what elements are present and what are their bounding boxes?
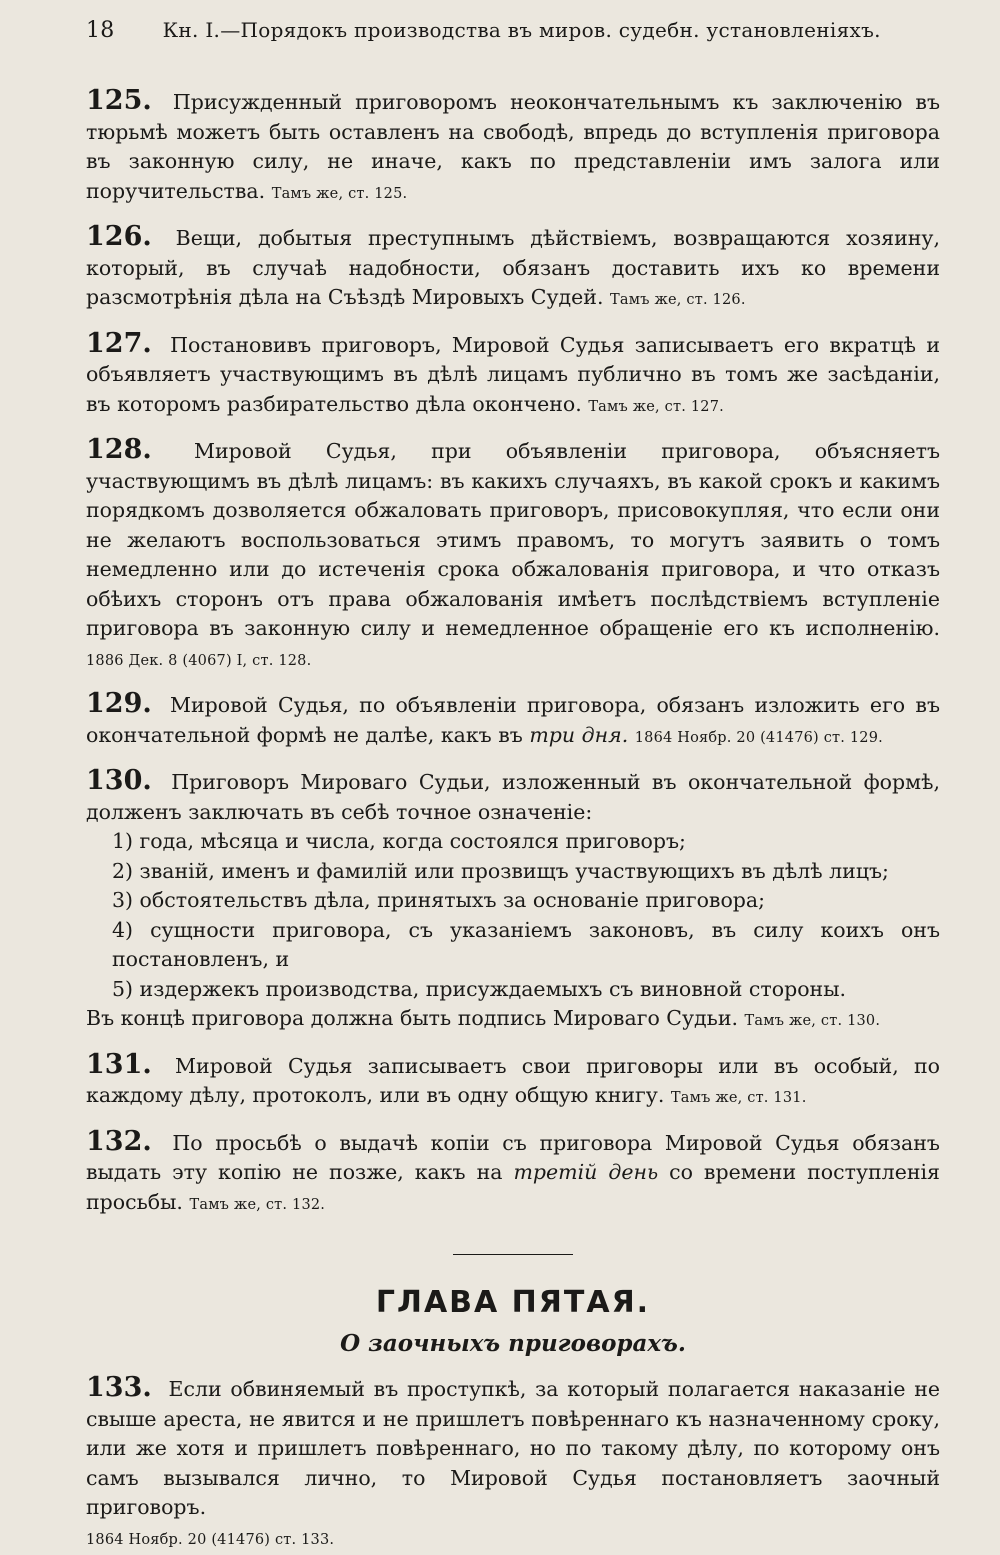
section-divider (453, 1254, 573, 1255)
list-item: 2) званій, именъ и фамилій или прозвищъ участвующихъ въ дѣлѣ лицъ; (112, 858, 889, 883)
article-text-end: со времени поступленія просьбы. (86, 1160, 940, 1214)
list-item: 3) обстоятельствъ дѣла, принятыхъ за основаніе приговора; (112, 888, 766, 912)
article-text: Приговоръ Мироваго Судьи, изложенный въ окончательной формѣ, долженъ заключать въ себѣ точное означеніе: (86, 770, 940, 824)
article-source: Тамъ же, ст. 130. (744, 1013, 881, 1029)
article-number: 130. (86, 765, 152, 796)
article-text: Вещи, добытыя преступнымъ дѣйствіемъ, возвращаются хозяину, который, въ случаѣ надобности, обязанъ доставить ихъ ко времени разсмотрѣнія дѣла на Съѣздѣ Мировыхъ Судей. (86, 226, 940, 309)
article-number: 132. (86, 1125, 152, 1157)
article-text: По просьбѣ о выдачѣ копіи съ приговора Мировой Судья обязанъ выдать эту копію не позже, какъ на (86, 1130, 940, 1184)
article-126 (86, 222, 940, 316)
article-131 (86, 1050, 940, 1114)
article-130 (86, 766, 940, 1037)
enumeration-list (86, 827, 940, 1004)
article-source: Тамъ же, ст. 131. (670, 1090, 807, 1106)
article-text-italic: три дня. (529, 722, 629, 747)
article-text: Если обвиняемый въ проступкѣ, за который полагается наказаніе не свыше ареста, не явится и не пришлетъ повѣреннаго къ назначенному сроку, или же хотя и пришлетъ повѣреннаго, но по такому дѣлу, по которому онъ самъ вызывался лично, то Мировой Судья постановляетъ заочный приговоръ. (86, 1377, 940, 1519)
article-129 (86, 689, 940, 753)
article-closing-text: Въ концѣ приговора должна быть подпись Мироваго Судьи. (86, 1006, 739, 1030)
list-item: 4) сущности приговора, съ указаніемъ законовъ, въ силу коихъ онъ постановленъ, и (112, 917, 940, 971)
article-number: 125. (86, 85, 152, 116)
article-number: 127. (86, 327, 152, 359)
running-head (86, 18, 940, 58)
page-number: 18 (86, 18, 115, 43)
article-text: Мировой Судья, при объявленіи приговора, объясняетъ участвующимъ въ дѣлѣ лицамъ: въ какихъ случаяхъ, въ какой срокъ и какимъ порядкомъ дозволяется обжаловать приговоръ, присовокупляя, что если они не желаютъ воспользоваться этимъ правомъ, то могутъ заявить о томъ немедленно или до истеченія срока обжалованія приговора, и что отказъ обѣихъ сторонъ отъ права обжалованія имѣетъ послѣдствіемъ вступленіе приговора въ законную силу и немедленное обращеніе его къ исполненію. (86, 439, 940, 640)
article-text: Постановивъ приговоръ, Мировой Судья записываетъ его вкратцѣ и объявляетъ участвующимъ въ дѣлѣ лицамъ публично въ томъ же засѣданіи, въ которомъ разбирательство дѣла окончено. (86, 332, 940, 416)
article-source: 1886 Дек. 8 (4067) I, ст. 128. (86, 652, 312, 669)
chapter-title: ГЛАВА ПЯТАЯ. (375, 1285, 651, 1320)
article-source: 1864 Ноябр. 20 (41476) ст. 133. (86, 1531, 335, 1548)
article-number: 129. (86, 688, 152, 719)
article-128 (86, 435, 940, 676)
article-number: 133. (86, 1372, 152, 1403)
article-text: Присужденный приговоромъ неокончательнымъ къ заключенію въ тюрьмѣ можетъ быть оставленъ на свободѣ, впредь до вступленія приговора въ законную силу, не иначе, какъ по представленіи имъ залога или поручительства. (86, 90, 940, 203)
article-number: 128. (86, 434, 152, 465)
article-source: 1864 Ноябр. 20 (41476) ст. 129. (634, 729, 883, 746)
list-item: 1) года, мѣсяца и числа, когда состоялся приговоръ; (112, 829, 686, 853)
list-item: 5) издержекъ производства, присуждаемыхъ съ виновной стороны. (112, 976, 847, 1001)
article-source: Тамъ же, ст. 126. (610, 292, 746, 308)
article-source: Тамъ же, ст. 132. (189, 1196, 326, 1213)
articles (86, 86, 940, 1220)
article-133 (86, 1373, 940, 1555)
running-head-title: Кн. I.—Порядокъ производства въ миров. судебн. установленіяхъ. (162, 18, 881, 42)
article-closing (86, 1004, 940, 1037)
article-127 (86, 329, 940, 423)
article-number: 131. (86, 1048, 152, 1080)
chapter-subtitle: О заочныхъ приговорахъ. (340, 1330, 686, 1357)
article-number: 126. (86, 221, 152, 252)
article-132 (86, 1127, 940, 1221)
article-text: Мировой Судья записываетъ свои приговоры или въ особый, по каждому дѣлу, протоколъ, или въ одну общую книгу. (86, 1053, 940, 1107)
article-source: Тамъ же, ст. 125. (271, 185, 408, 202)
article-source: Тамъ же, ст. 127. (588, 398, 724, 415)
article-125 (86, 86, 940, 209)
article-text-italic: третій день (513, 1160, 659, 1184)
article-text: Мировой Судья, по объявленіи приговора, обязанъ изложить его въ окончательной формѣ не далѣе, какъ въ (86, 693, 940, 747)
